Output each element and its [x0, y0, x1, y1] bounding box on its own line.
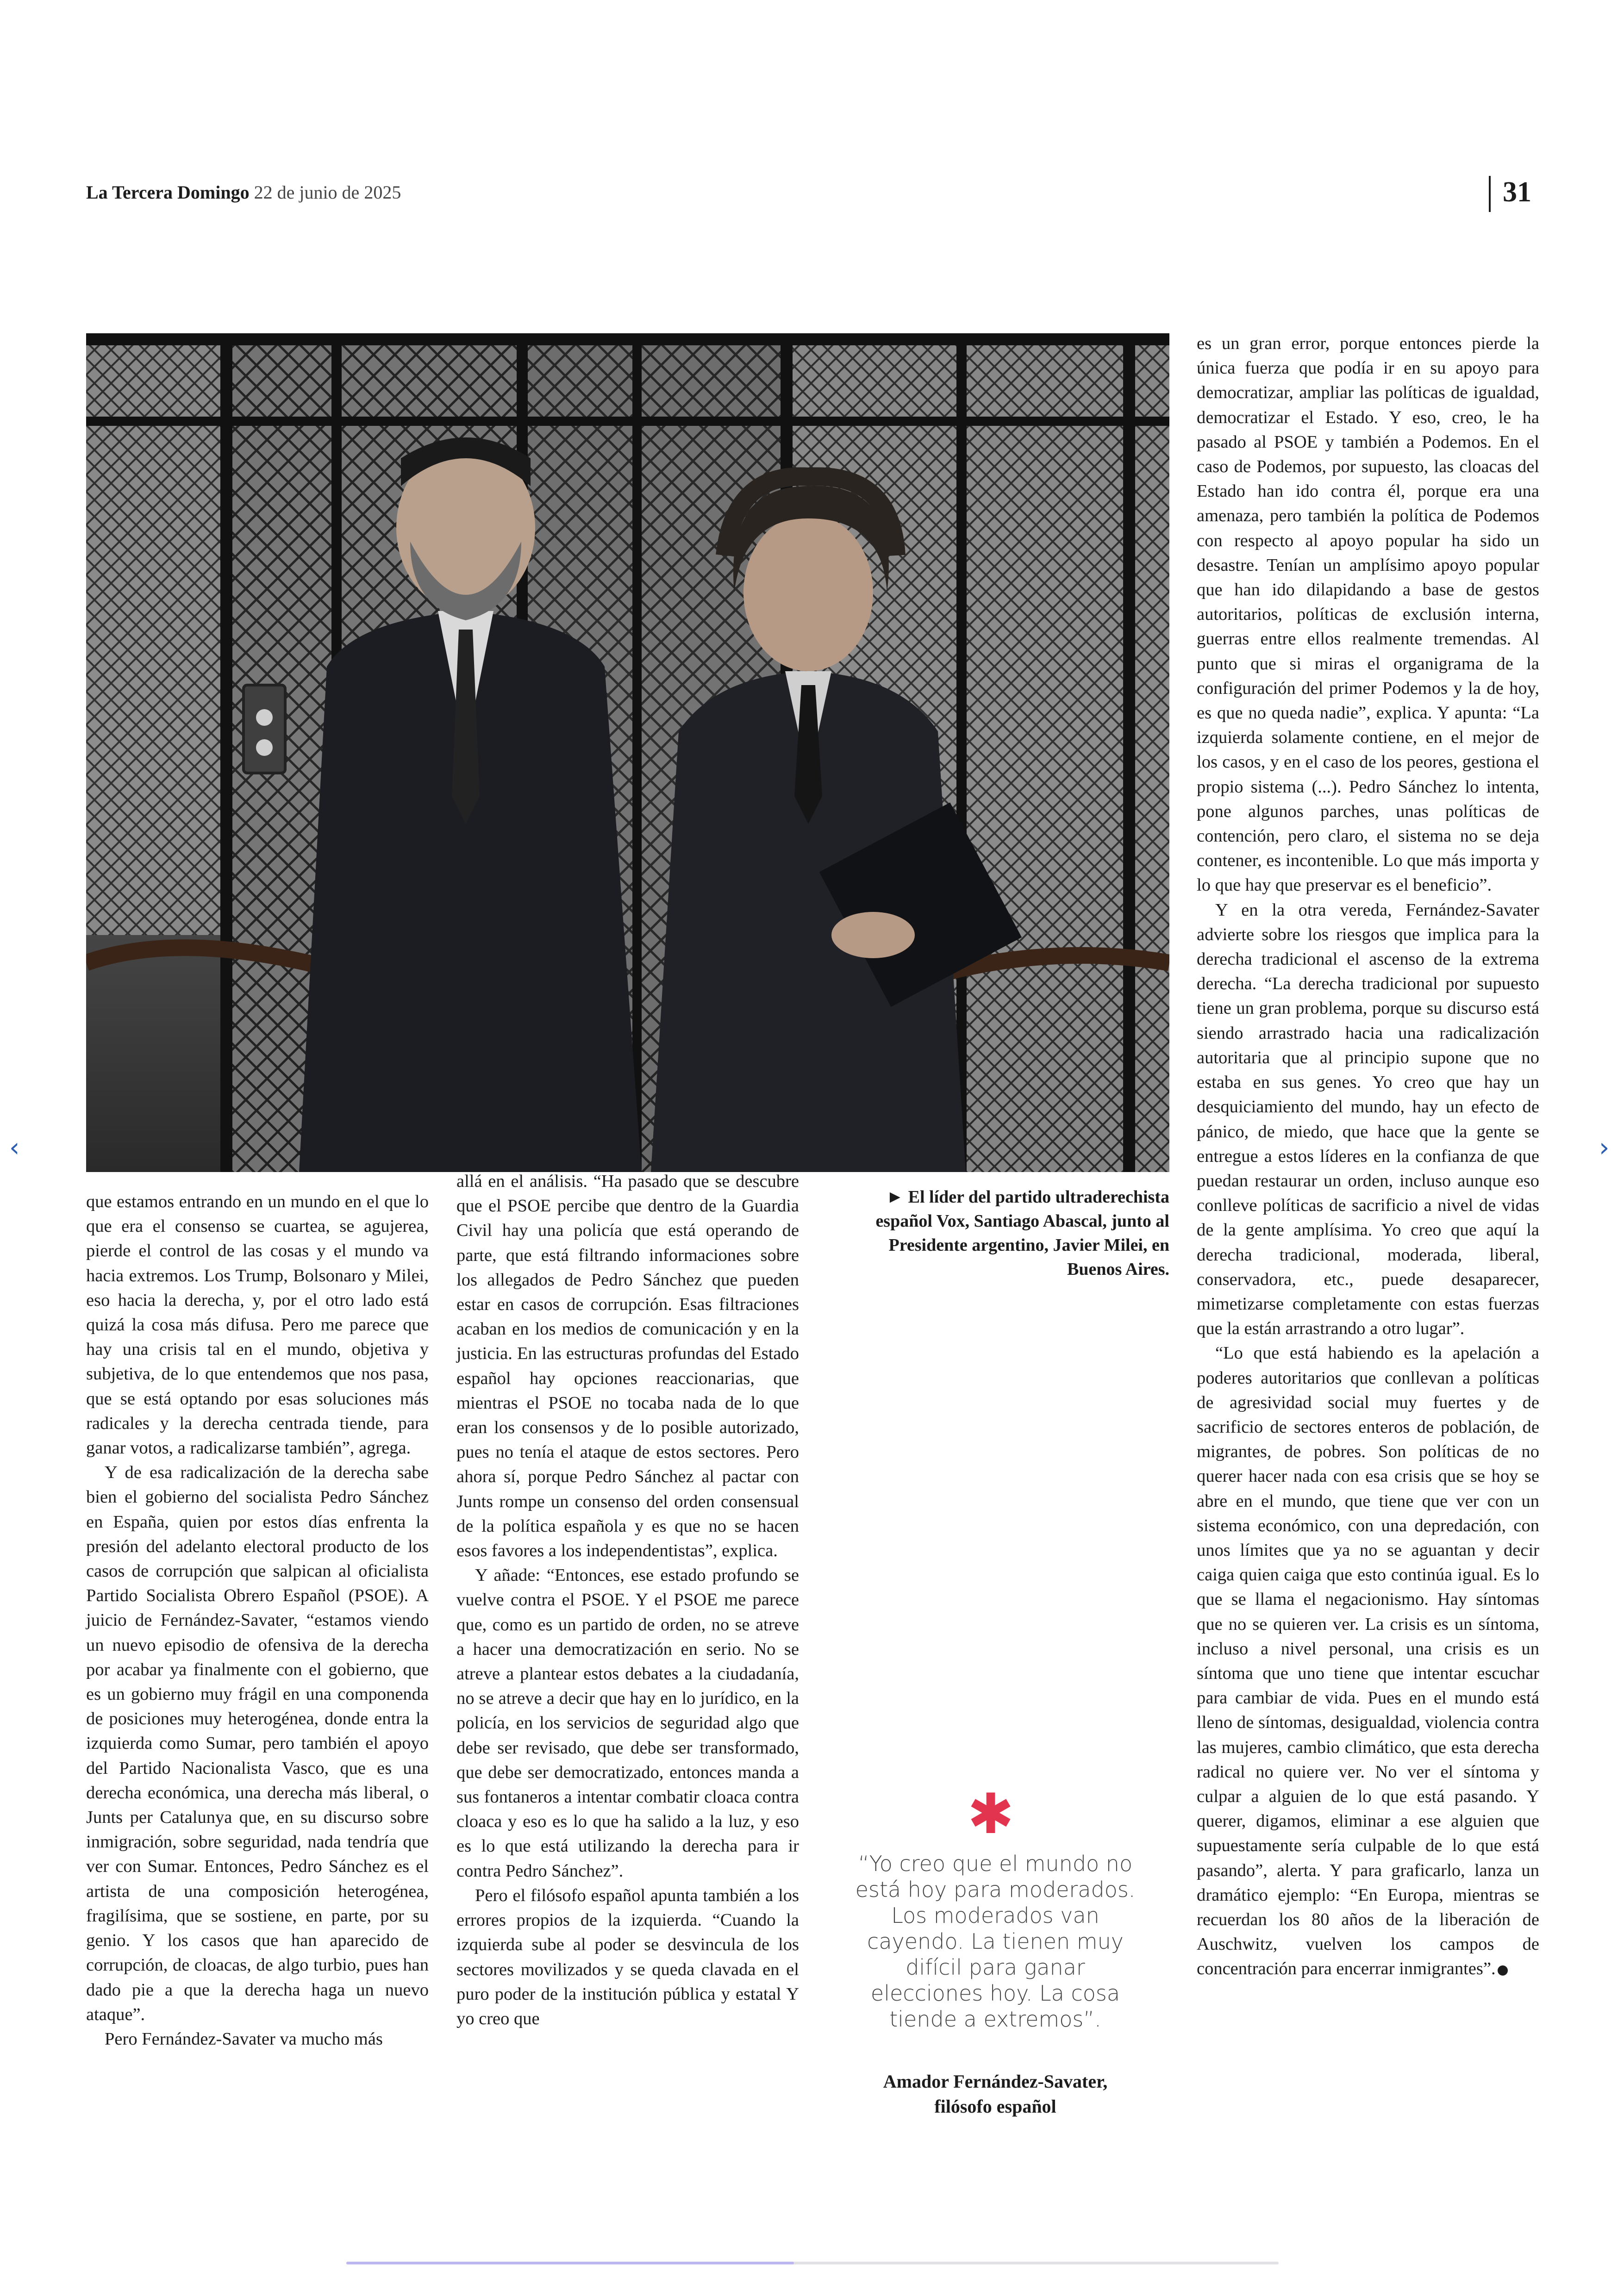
- header-divider: [1489, 176, 1491, 212]
- pull-quote-role: filósofo español: [934, 2096, 1056, 2117]
- paragraph: “Lo que está habiendo es la apelación a poderes autoritarios que conllevan a políticas de agresividad social muy fuertes y de sacrificio de sectores enteros de población, de migrantes, de pobres. Son políticas de no querer hacer nada con esa crisis que se hoy se abre en el mundo, que tiene que ver con un sistema económico, con una depredación, con unos límites que ya no se aguantan y decir caiga quien caiga que esto continúa igual. Es lo que se llama el negacionismo. Hay síntomas que no se quieren ver. La crisis es un síntoma, incluso a nivel personal, una crisis es un síntoma que uno tiene que intentar escuchar para cambiar de vida. Pues en el mundo está lleno de síntomas, desigualdad, violencia contra las mujeres, cambio climático, que esta derecha radical no quiere ver. No ver el síntoma y culpar a alguien de lo que está pasando. Y querer, digamos, eliminar a ese alguien que supuestamente sería culpable de lo que está pasando”, alerta. Y para graficarlo, lanza un dramático ejemplo: “En Europa, mientras se recuerdan los 80 años de la liberación de Auschwitz, vuelven los campos de concentración para encerrar inmigrantes”.: [1197, 1343, 1539, 1979]
- scrollbar-thumb[interactable]: [346, 2262, 794, 2264]
- paragraph: Y en la otra vereda, Fernández-Savater advierte sobre los riesgos que implica para la derecha tradicional el ascenso de la extrema derecha. “La derecha tradicional por supuesto tiene un gran problema, porque su discurso está siendo arrastrado hacia una radicalización autoritaria que al principio supone que no estaba en sus genes. Yo creo que hay un desquiciamiento del mundo, hay un efecto de pánico, de miedo, que hace que la gente se entregue a estos líderes en la confianza de que puedan restaurar un orden, incluso aunque eso conlleve políticas de sacrificio a nivel de vidas de la gente amplísima. Yo creo que aquí la derecha tradicional, moderada, liberal, conservadora, etc., puede desaparecer, mimetizarse completamente con estas fuerzas que la están arrastrando a otro lugar”.: [1197, 900, 1539, 1339]
- article-column-1: [86, 1190, 429, 2052]
- paragraph-last: [1197, 1341, 1539, 1981]
- pull-quote-author: Amador Fernández-Savater,: [883, 2071, 1108, 2092]
- pull-quote-attribution: [847, 2069, 1143, 2119]
- publication-title: [86, 181, 401, 203]
- chevron-right-icon[interactable]: ›: [1599, 1133, 1610, 1163]
- photo-caption: ► El líder del partido ultraderechista español Vox, Santiago Abascal, junto al Presidente argentino, Javier Milei, en Buenos Aires.: [875, 1187, 1169, 1279]
- pull-quote: “Yo creo que el mundo no está hoy para moderados. Los moderados van cayendo. La tienen muy difícil para ganar elecciones hoy. La cosa tiende a extremos”.: [855, 1851, 1136, 2032]
- page-number: 31: [1503, 176, 1531, 208]
- paragraph: Pero Fernández-Savater va mucho más: [105, 2029, 383, 2049]
- photo-illustration: [86, 333, 1169, 1172]
- horizontal-scrollbar[interactable]: [346, 2262, 1279, 2264]
- chevron-left-icon[interactable]: ‹: [9, 1133, 20, 1163]
- paragraph: Y añade: “Entonces, ese estado profundo se vuelve contra el PSOE. Y el PSOE me parece que, como es un partido de orden, no se atreve a hacer una democratización en serio. No se atreve a plantear estos debates a la ciudadanía, no se atreve a decir que hay en lo jurídico, en la policía, en los servicios de seguridad algo que debe ser revisado, que debe ser transformado, que debe ser democratizado, entonces manda a sus fontaneros a intentar combatir cloaca contra cloaca y eso es lo que ha salido a la luz, y eso es lo que está utilizando la derecha para ir contra Pedro Sánchez”.: [456, 1565, 799, 1881]
- paragraph: es un gran error, porque entonces pierde la única fuerza que podía ir en su apoyo para democratizar, ampliar las políticas de igualdad, democratizar el Estado. Y eso, creo, le ha pasado al PSOE y también a Podemos. En el caso de Podemos, por supuesto, las cloacas del Estado han ido contra él, porque era una amenaza, pero también la política de Podemos con respecto al apoyo popular ha sido un desastre. Tenían un amplísimo apoyo popular que han ido dilapidando a base de gestos autoritarios, políticas de exclusión interna, guerras entre ellos realmente tremendas. Al punto que si miras el organigrama de la configuración del primer Podemos y la de hoy, es que no queda nadie”, explica. Y apunta: “La izquierda solamente contiene, en el mejor de los casos, y en el caso de los peores, gestiona el propio sistema (...). Pedro Sánchez lo intenta, pone algunos parches, unas políticas de contención, pero claro, el sistema no se deja contener, es incontenible. Lo que más importa y lo que hay que preservar es el beneficio”.: [1197, 334, 1539, 895]
- end-of-article-icon: [1498, 1965, 1508, 1976]
- asterisk-icon: ✱: [967, 1782, 1014, 1846]
- paragraph: que estamos entrando en un mundo en el que lo que era el consenso se cuartea, se agujerea, pierde el control de las cosas y el mundo va hacia extremos. Los Trump, Bolsonaro y Milei, eso hacia la derecha, y, por el otro lado está quizá la cosa más difusa. Pero me parece que hay una crisis tal en el mundo, objetiva y subjetiva, de lo que entendemos que nos pasa, que se está optando por esas soluciones más radicales y la derecha centrada tiende, para ganar votos, a radicalizarse también”, agrega.: [86, 1192, 429, 1458]
- paragraph: allá en el análisis. “Ha pasado que se descubre que el PSOE percibe que dentro de la Guardia Civil hay una policía que está operando de parte, que está filtrando informaciones sobre los allegados de Pedro Sánchez que pueden estar en casos de corrupción. Esas filtraciones acaban en los medios de comunicación y en la justicia. En las estructuras profundas del Estado español hay opciones reaccionarias, que mientras el PSOE no tocaba nada de lo que eran los consensos y de lo posible autorizado, pues no tenía el ataque de estos sectores. Pero ahora sí, porque Pedro Sánchez al pactar con Junts rompe un consenso del orden consensual de la política española y es que no se hacen esos favores a los independentistas”, explica.: [456, 1172, 799, 1561]
- page-header: [86, 176, 1544, 218]
- article-column-3: [1197, 331, 1539, 1982]
- paragraph: Pero el filósofo español apunta también a los errores propios de la izquierda. “Cuando la izquierda sube al poder se desvincula de los sectores movilizados y se queda clavada en el puro poder de la institución pública y estatal Y yo creo que: [456, 1885, 799, 2028]
- publication-date: 22 de junio de 2025: [254, 182, 401, 203]
- paragraph: Y de esa radicalización de la derecha sabe bien el gobierno del socialista Pedro Sánchez en España, quien por estos días enfrenta la presión del adelanto electoral producto de los casos de corrupción que salpican al oficialista Partido Socialista Obrero Español (PSOE). A juicio de Fernández-Savater, “estamos viendo un nuevo episodio de ofensiva de la derecha por acabar ya finalmente con el gobierno, que es un gobierno muy frágil en una componenda de posiciones muy heterogénea, donde entra la izquierda como Sumar, pero también el apoyo del Partido Nacionalista Vasco, que es una derecha económica, una derecha más liberal, o Junts per Catalunya que, en su discurso sobre inmigración, sobre seguridad, nada tendría que ver con Sumar. Entonces, Pedro Sánchez es el artista de una composición heterogénea, fragilísima, que se sostiene, en parte, por su genio. Y los casos que han aparecido de corrupción, de cloacas, de algo turbio, pues han dado pie a que la derecha haga un nuevo ataque”.: [86, 1463, 429, 2024]
- article-photo: [86, 333, 1169, 1172]
- article-column-2: [456, 1169, 799, 2031]
- publication-name: La Tercera Domingo: [86, 182, 250, 203]
